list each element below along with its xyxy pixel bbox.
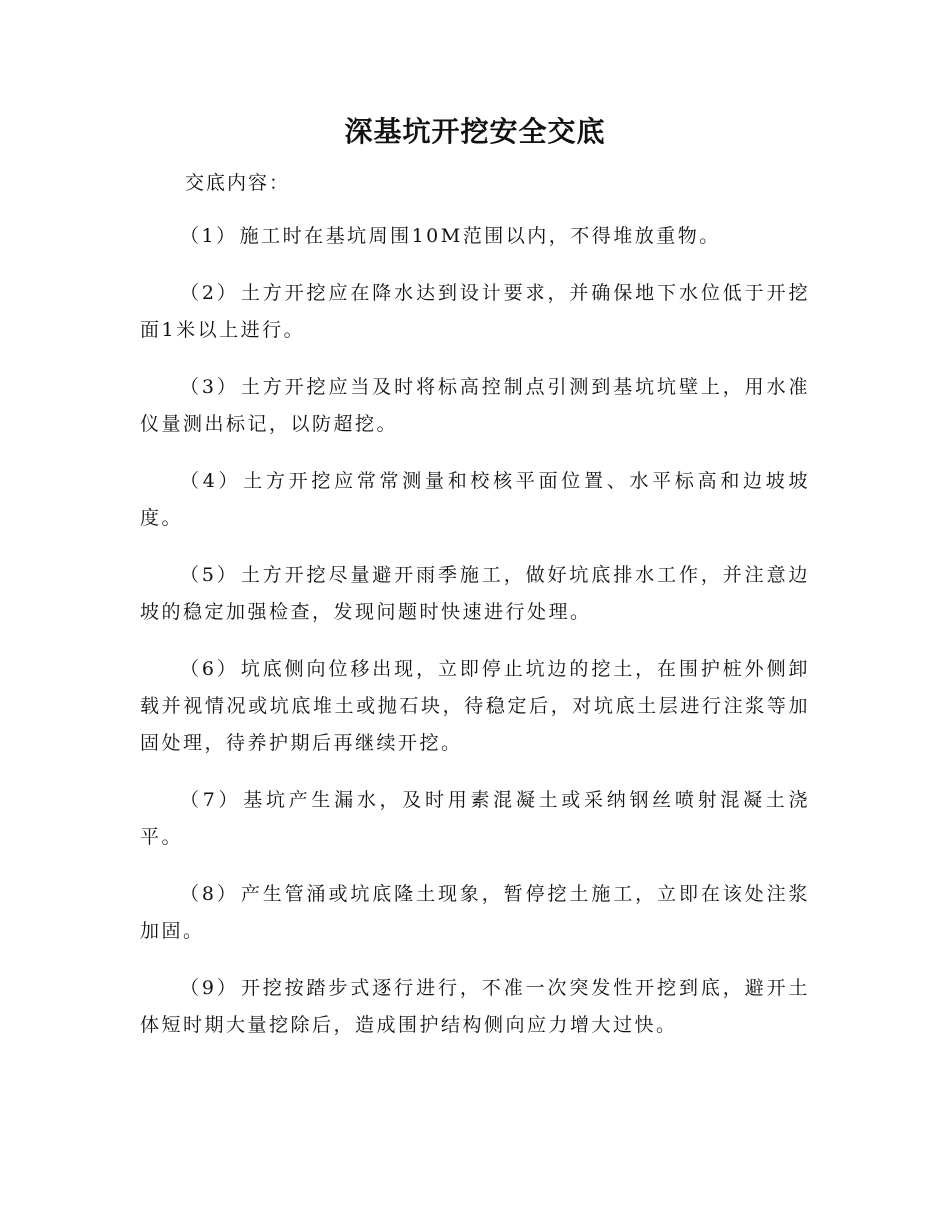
item-text: 土方开挖应常常测量和校核平面位置、水平标高和边坡坡度。 bbox=[140, 470, 810, 529]
list-item-2 bbox=[140, 275, 810, 349]
item-number: （6） bbox=[180, 658, 239, 680]
intro-label: 交底内容： bbox=[185, 172, 291, 194]
item-number: （8） bbox=[180, 883, 239, 905]
list-item-7 bbox=[140, 782, 810, 856]
item-number: （2） bbox=[180, 282, 239, 304]
item-text: 土方开挖应在降水达到设计要求，并确保地下水位低于开挖面1米以上进行。 bbox=[140, 282, 810, 341]
list-item-3 bbox=[140, 369, 810, 443]
item-text: 施工时在基坑周围10M范围以内，不得堆放重物。 bbox=[239, 225, 721, 247]
list-item-1 bbox=[140, 218, 810, 255]
item-number: （7） bbox=[180, 789, 242, 811]
item-number: （4） bbox=[180, 470, 242, 492]
item-text: 产生管涌或坑底隆土现象，暂停挖土施工，立即在该处注浆加固。 bbox=[140, 883, 810, 942]
item-number: （3） bbox=[180, 376, 239, 398]
item-text: 坑底侧向位移出现，立即停止坑边的挖土，在围护桩外侧卸载并视情况或坑底堆土或抛石块，待稳定后，对坑底土层进行注浆等加固处理，待养护期后再继续开挖。 bbox=[140, 658, 810, 754]
item-list bbox=[140, 218, 810, 1064]
list-item-6 bbox=[140, 651, 810, 762]
list-item-9 bbox=[140, 970, 810, 1044]
list-item-5 bbox=[140, 557, 810, 631]
item-text: 开挖按踏步式逐行进行，不准一次突发性开挖到底，避开土体短时期大量挖除后，造成围护结构侧向应力增大过快。 bbox=[140, 977, 810, 1036]
page-title: 深基坑开挖安全交底 bbox=[344, 115, 606, 148]
item-number: （1） bbox=[180, 225, 238, 247]
list-item-4 bbox=[140, 463, 810, 537]
item-text: 土方开挖应当及时将标高控制点引测到基坑坑壁上，用水准仪量测出标记，以防超挖。 bbox=[140, 376, 810, 435]
list-item-8 bbox=[140, 876, 810, 950]
item-number: （5） bbox=[180, 564, 239, 586]
item-text: 土方开挖尽量避开雨季施工，做好坑底排水工作，并注意边坡的稳定加强检查，发现问题时快速进行处理。 bbox=[140, 564, 810, 623]
item-number: （9） bbox=[180, 977, 239, 999]
item-text: 基坑产生漏水，及时用素混凝土或采纳钢丝喷射混凝土浇平。 bbox=[140, 789, 810, 848]
